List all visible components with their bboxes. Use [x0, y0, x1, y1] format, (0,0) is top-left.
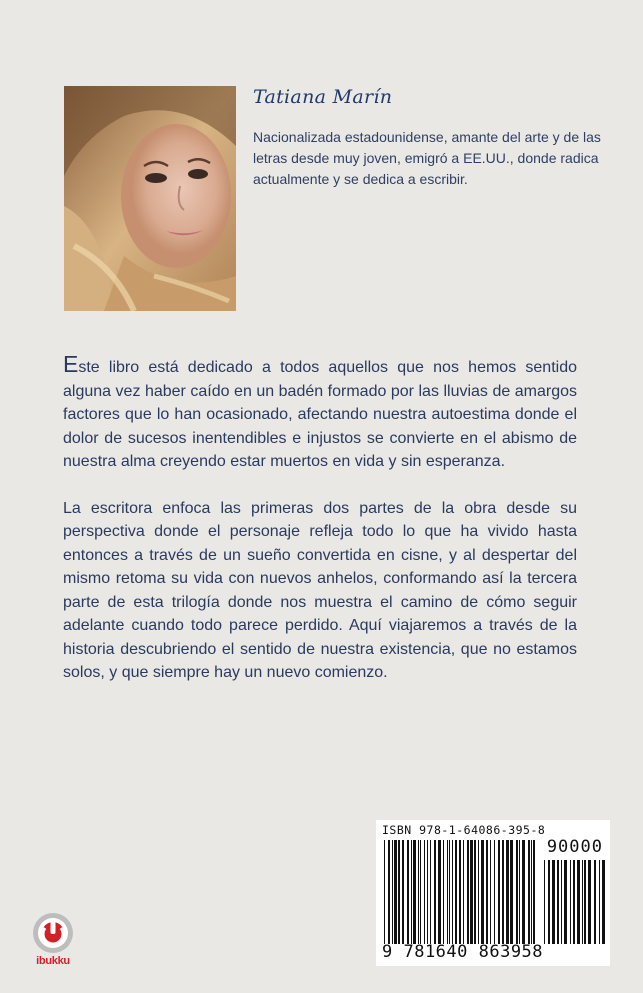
barcode-bar	[413, 840, 416, 944]
barcode-bar	[463, 840, 464, 944]
barcode-bar	[564, 860, 567, 944]
barcode-bar	[384, 840, 385, 944]
barcode-bar	[392, 840, 393, 944]
barcode-bar	[528, 840, 530, 944]
barcode-bar	[402, 840, 404, 944]
barcode-bar	[430, 840, 431, 944]
barcode-bar	[548, 860, 550, 944]
barcode-bar	[438, 840, 441, 944]
barcode-addon: 90000	[546, 837, 603, 857]
barcode-bar	[544, 860, 545, 944]
barcode-bar	[447, 840, 448, 944]
barcode-bar	[424, 840, 425, 944]
barcode-bar	[531, 840, 532, 944]
publisher-name: ibukku	[36, 955, 70, 967]
barcode-bar	[506, 840, 509, 944]
barcode-bar	[498, 840, 500, 944]
barcode-bar	[418, 840, 419, 944]
barcode-bar	[516, 840, 518, 944]
barcode-bar	[582, 860, 583, 944]
barcode-bar	[522, 840, 525, 944]
barcode-bar	[481, 840, 484, 944]
barcode-bar	[470, 840, 473, 944]
power-icon	[27, 911, 79, 957]
barcode-bar	[452, 840, 453, 944]
barcode-bar	[443, 840, 444, 944]
barcode-bar	[467, 840, 469, 944]
barcode-bar	[502, 840, 504, 944]
barcode-bar	[490, 840, 491, 944]
barcode-bar	[407, 840, 409, 944]
barcode-bar	[561, 860, 562, 944]
barcode-bar	[588, 860, 591, 944]
author-bio: Nacionalizada estadounidense, amante del arte y de las letras desde muy joven, emigró a EE.UU., donde radica actualmente y se dedica a escribir.	[253, 129, 601, 187]
synopsis-paragraph-1	[63, 353, 577, 474]
barcode-bar	[533, 840, 535, 944]
synopsis-paragraph-1-text: ste libro está dedicado a todos aquellos que nos hemos sentido alguna vez haber caído en un badén formado por las lluvias de amargos factores que lo han ocasionado, afectando nuestra autoestima donde el dolor de sucesos inentendibles e injustos se convierte en el abismo de nuestra alma creyendo estar muertos en vida y sin esperanza.	[63, 359, 577, 470]
isbn-barcode	[376, 820, 610, 966]
barcode-bar	[474, 840, 476, 944]
barcode-bar	[494, 840, 495, 944]
barcode-bar	[552, 860, 555, 944]
barcode-bar	[427, 840, 428, 944]
barcode-bar	[557, 860, 559, 944]
barcode-bar	[478, 840, 479, 944]
barcode-bar	[394, 840, 397, 944]
isbn-label: ISBN 978-1-64086-395-8	[382, 823, 546, 837]
barcode-bar	[398, 840, 400, 944]
barcode-bar	[519, 840, 520, 944]
barcode-bar	[599, 860, 600, 944]
barcode-bar	[570, 860, 571, 944]
author-name: Tatiana Marín	[253, 86, 393, 108]
barcode-bar	[434, 840, 436, 944]
publisher-logo	[27, 911, 79, 969]
barcode-bar	[449, 840, 450, 944]
barcode-bar	[411, 840, 412, 944]
barcode-bar	[602, 860, 605, 944]
barcode-bar	[584, 860, 586, 944]
barcode-bar	[455, 840, 457, 944]
barcode-digits: 9 781640 863958	[382, 942, 544, 962]
barcode-bar	[388, 840, 390, 944]
barcode-bar	[573, 860, 575, 944]
barcode-bar	[510, 840, 513, 944]
barcode-bar	[594, 860, 596, 944]
barcode-bar	[420, 840, 421, 944]
barcode-bar	[577, 860, 580, 944]
barcode-bar	[459, 840, 461, 944]
author-photo	[64, 86, 236, 311]
synopsis-paragraph-2: La escritora enfoca las primeras dos partes de la obra desde su perspectiva donde el personaje refleja todo lo que ha vivido hasta entonces a través de un sueño convertida en cisne, y al despertar del mismo retoma su vida con nuevos anhelos, conformando así la tercera parte de esta trilogía donde nos muestra el camino de cómo seguir adelante cuando todo parece perdido. Aquí viajaremos a través de la historia descubriendo el sentido de nuestra existencia, que no estamos solos, y que siempre hay un nuevo comienzo.	[63, 499, 577, 681]
barcode-bar	[486, 840, 488, 944]
drop-cap: E	[63, 351, 79, 377]
synopsis	[63, 353, 577, 708]
